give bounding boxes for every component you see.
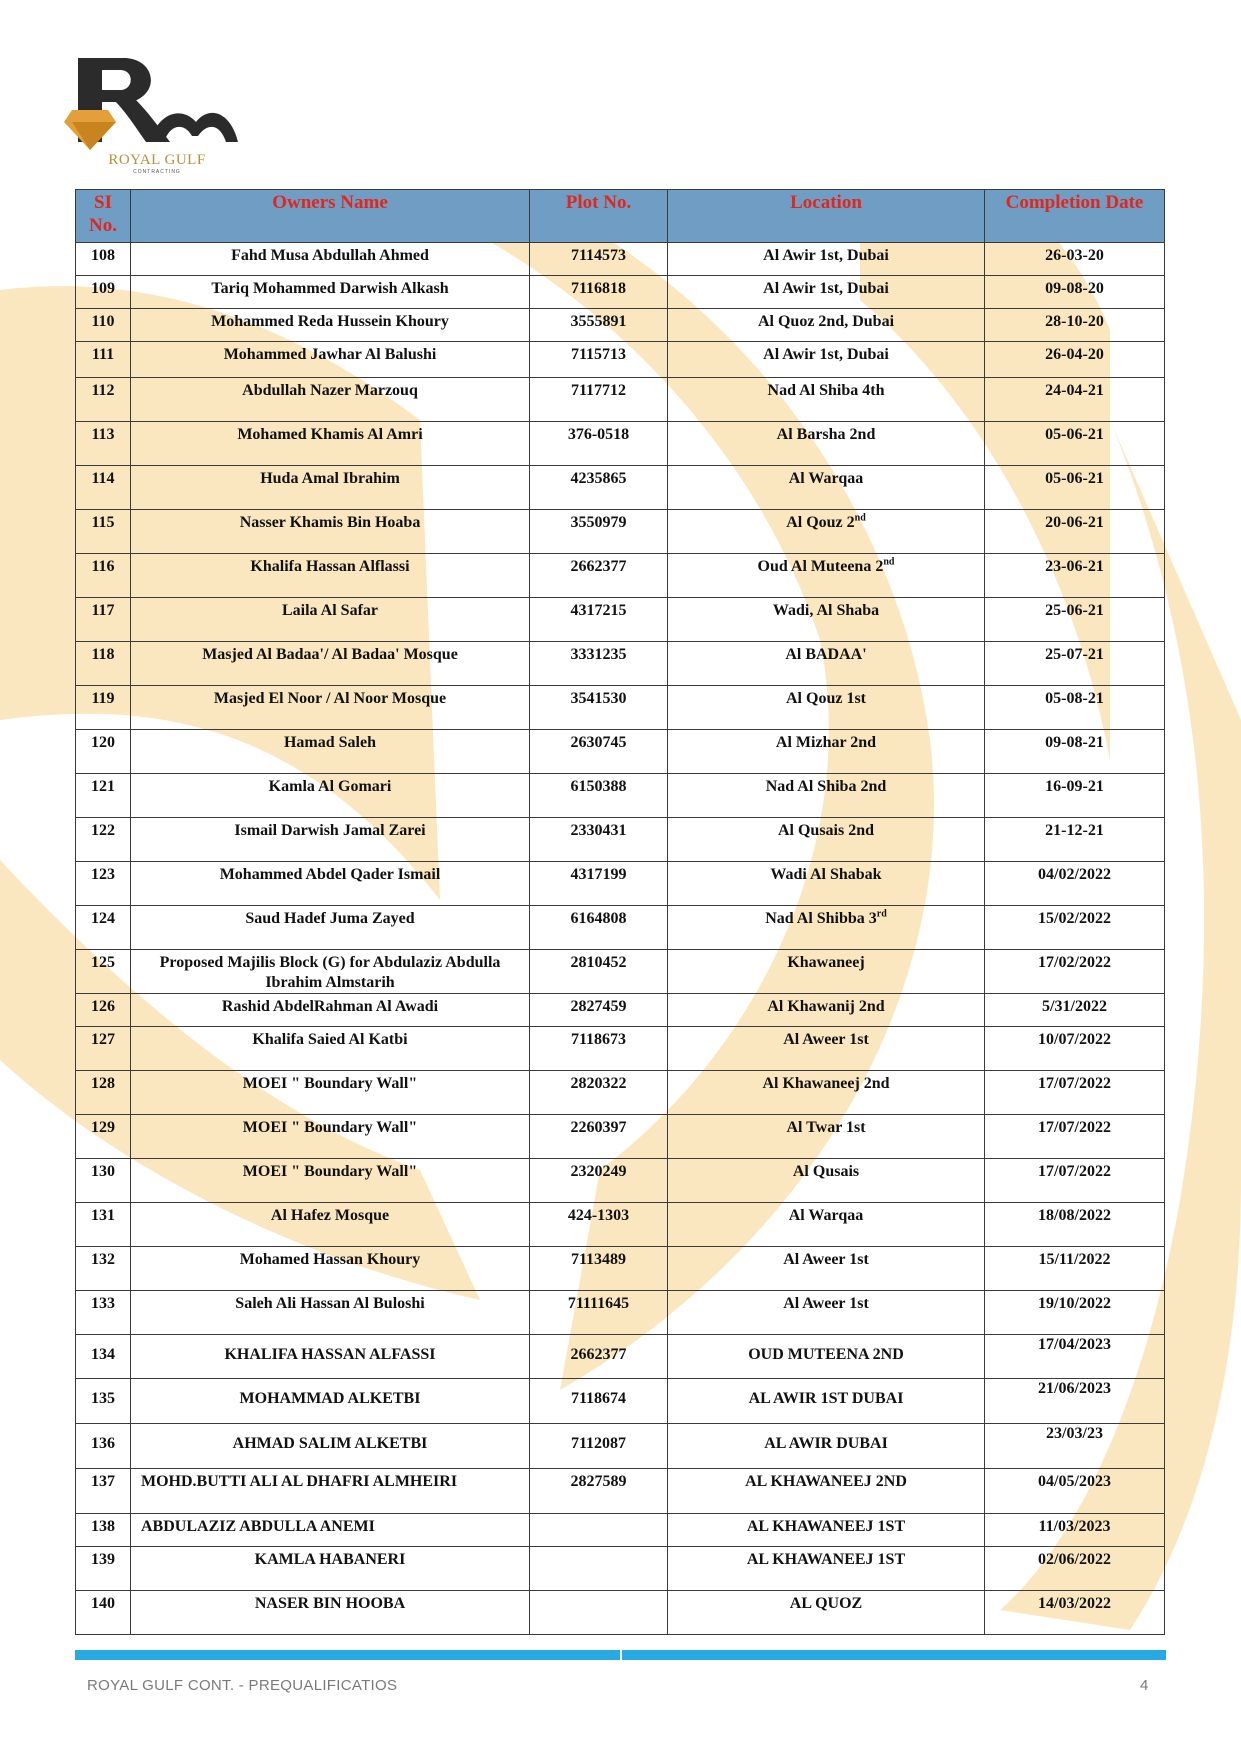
table-row <box>76 1591 1165 1635</box>
cell-plot-no: 7112087 <box>530 1424 668 1469</box>
cell-si-no: 128 <box>76 1071 131 1115</box>
cell-completion-date: 5/31/2022 <box>985 994 1165 1027</box>
cell-si-no: 114 <box>76 466 131 510</box>
cell-plot-no: 6150388 <box>530 774 668 818</box>
cell-completion-date: 17/07/2022 <box>985 1159 1165 1203</box>
cell-plot-no: 3331235 <box>530 642 668 686</box>
cell-owner-name: KAMLA HABANERI <box>131 1547 530 1591</box>
cell-location: AL AWIR DUBAI <box>668 1424 985 1469</box>
table-row <box>76 1379 1165 1424</box>
cell-location: Al Qusais 2nd <box>668 818 985 862</box>
cell-plot-no: 2662377 <box>530 1335 668 1379</box>
cell-owner-name: NASER BIN HOOBA <box>131 1591 530 1635</box>
cell-si-no: 131 <box>76 1203 131 1247</box>
cell-plot-no <box>530 1591 668 1635</box>
table-row <box>76 1424 1165 1469</box>
table-row <box>76 642 1165 686</box>
logo-subtitle: CONTRACTING <box>133 169 181 175</box>
cell-owner-name: Mohamed Khamis Al Amri <box>131 422 530 466</box>
cell-completion-date: 23-06-21 <box>985 554 1165 598</box>
cell-owner-name: Kamla Al Gomari <box>131 774 530 818</box>
cell-owner-name: Mohamed Hassan Khoury <box>131 1247 530 1291</box>
cell-location: Al Khawaneej 2nd <box>668 1071 985 1115</box>
table-row <box>76 378 1165 422</box>
cell-plot-no: 71111645 <box>530 1291 668 1335</box>
cell-location: Al Qouz 1st <box>668 686 985 730</box>
cell-owner-name: Mohammed Reda Hussein Khoury <box>131 309 530 342</box>
cell-owner-name: Mohammed Abdel Qader Ismail <box>131 862 530 906</box>
cell-location: Al Awir 1st, Dubai <box>668 342 985 378</box>
cell-si-no: 129 <box>76 1115 131 1159</box>
table-row <box>76 1547 1165 1591</box>
cell-location: Al Awir 1st, Dubai <box>668 243 985 276</box>
cell-si-no: 130 <box>76 1159 131 1203</box>
cell-si-no: 134 <box>76 1335 131 1379</box>
table-row <box>76 1159 1165 1203</box>
cell-plot-no: 2320249 <box>530 1159 668 1203</box>
cell-owner-name: Khalifa Saied Al Katbi <box>131 1027 530 1071</box>
cell-plot-no: 2810452 <box>530 950 668 994</box>
cell-completion-date: 11/03/2023 <box>985 1514 1165 1547</box>
cell-plot-no: 4317199 <box>530 862 668 906</box>
cell-location: Al Aweer 1st <box>668 1291 985 1335</box>
cell-completion-date: 25-07-21 <box>985 642 1165 686</box>
header-owners-name: Owners Name <box>131 190 530 243</box>
table-row <box>76 1203 1165 1247</box>
cell-plot-no: 7113489 <box>530 1247 668 1291</box>
cell-completion-date: 05-06-21 <box>985 466 1165 510</box>
cell-plot-no: 2662377 <box>530 554 668 598</box>
cell-owner-name: ABDULAZIZ ABDULLA ANEMI <box>131 1514 530 1547</box>
logo-brand-name: ROYAL GULF <box>108 152 206 168</box>
cell-plot-no: 2330431 <box>530 818 668 862</box>
cell-plot-no: 7118673 <box>530 1027 668 1071</box>
cell-owner-name: Huda Amal Ibrahim <box>131 466 530 510</box>
table-row <box>76 342 1165 378</box>
cell-si-no: 110 <box>76 309 131 342</box>
cell-owner-name: Mohammed Jawhar Al Balushi <box>131 342 530 378</box>
cell-location: OUD MUTEENA 2ND <box>668 1335 985 1379</box>
table-row <box>76 730 1165 774</box>
ordinal-suffix: nd <box>854 512 866 524</box>
cell-owner-name: MOEI " Boundary Wall" <box>131 1159 530 1203</box>
table-row <box>76 309 1165 342</box>
cell-location: AL KHAWANEEJ 1ST <box>668 1547 985 1591</box>
cell-location: Al Mizhar 2nd <box>668 730 985 774</box>
cell-location: Al Barsha 2nd <box>668 422 985 466</box>
cell-si-no: 116 <box>76 554 131 598</box>
cell-plot-no: 2630745 <box>530 730 668 774</box>
table-row <box>76 554 1165 598</box>
cell-owner-name: Tariq Mohammed Darwish Alkash <box>131 276 530 309</box>
cell-location: AL KHAWANEEJ 2ND <box>668 1469 985 1514</box>
cell-si-no: 132 <box>76 1247 131 1291</box>
cell-plot-no: 7118674 <box>530 1379 668 1424</box>
cell-plot-no <box>530 1514 668 1547</box>
cell-plot-no: 7114573 <box>530 243 668 276</box>
cell-location: Al Quoz 2nd, Dubai <box>668 309 985 342</box>
cell-plot-no: 7117712 <box>530 378 668 422</box>
cell-completion-date: 14/03/2022 <box>985 1591 1165 1635</box>
cell-completion-date: 05-08-21 <box>985 686 1165 730</box>
cell-completion-date: 25-06-21 <box>985 598 1165 642</box>
cell-location: AL AWIR 1ST DUBAI <box>668 1379 985 1424</box>
header-location: Location <box>668 190 985 243</box>
table-row <box>76 466 1165 510</box>
table-row <box>76 598 1165 642</box>
cell-si-no: 133 <box>76 1291 131 1335</box>
cell-location: Al Khawanij 2nd <box>668 994 985 1027</box>
table-row <box>76 510 1165 554</box>
cell-si-no: 109 <box>76 276 131 309</box>
page-number: 4 <box>1140 1677 1149 1694</box>
cell-si-no: 115 <box>76 510 131 554</box>
cell-owner-name: MOEI " Boundary Wall" <box>131 1115 530 1159</box>
ordinal-suffix: rd <box>876 908 887 920</box>
cell-location: Nad Al Shiba 2nd <box>668 774 985 818</box>
table-row <box>76 686 1165 730</box>
cell-plot-no: 3555891 <box>530 309 668 342</box>
cell-owner-name: Masjed Al Badaa'/ Al Badaa' Mosque <box>131 642 530 686</box>
cell-plot-no: 2260397 <box>530 1115 668 1159</box>
completed-projects-table <box>75 189 1165 1635</box>
cell-owner-name: Saud Hadef Juma Zayed <box>131 906 530 950</box>
cell-si-no: 125 <box>76 950 131 994</box>
cell-owner-name: AHMAD SALIM ALKETBI <box>131 1424 530 1469</box>
cell-owner-name: Nasser Khamis Bin Hoaba <box>131 510 530 554</box>
table-row <box>76 1291 1165 1335</box>
cell-completion-date: 24-04-21 <box>985 378 1165 422</box>
cell-completion-date: 17/07/2022 <box>985 1071 1165 1115</box>
cell-si-no: 119 <box>76 686 131 730</box>
cell-completion-date: 23/03/23 <box>985 1424 1165 1469</box>
table-row <box>76 1335 1165 1379</box>
cell-owner-name: MOEI " Boundary Wall" <box>131 1071 530 1115</box>
table-row <box>76 276 1165 309</box>
cell-completion-date: 09-08-21 <box>985 730 1165 774</box>
table-row <box>76 774 1165 818</box>
table-row <box>76 1247 1165 1291</box>
cell-completion-date: 20-06-21 <box>985 510 1165 554</box>
cell-location: Al Aweer 1st <box>668 1247 985 1291</box>
cell-si-no: 117 <box>76 598 131 642</box>
table-row <box>76 994 1165 1027</box>
cell-completion-date: 17/07/2022 <box>985 1115 1165 1159</box>
cell-si-no: 140 <box>76 1591 131 1635</box>
cell-completion-date: 17/02/2022 <box>985 950 1165 994</box>
cell-si-no: 137 <box>76 1469 131 1514</box>
cell-completion-date: 21-12-21 <box>985 818 1165 862</box>
cell-si-no: 111 <box>76 342 131 378</box>
cell-si-no: 138 <box>76 1514 131 1547</box>
cell-completion-date: 28-10-20 <box>985 309 1165 342</box>
cell-completion-date: 21/06/2023 <box>985 1379 1165 1424</box>
footer-title: ROYAL GULF CONT. - PREQUALIFICATIOS <box>87 1677 398 1694</box>
cell-owner-name: Proposed Majilis Block (G) for Abdulaziz Abdulla Ibrahim Almstarih <box>131 950 530 994</box>
cell-owner-name: Ismail Darwish Jamal Zarei <box>131 818 530 862</box>
table-row <box>76 818 1165 862</box>
cell-si-no: 118 <box>76 642 131 686</box>
cell-plot-no: 424-1303 <box>530 1203 668 1247</box>
footer-divider <box>75 1650 1166 1660</box>
cell-si-no: 127 <box>76 1027 131 1071</box>
company-logo <box>62 52 252 180</box>
cell-si-no: 139 <box>76 1547 131 1591</box>
cell-location: Nad Al Shibba 3rd <box>668 906 985 950</box>
cell-owner-name: Al Hafez Mosque <box>131 1203 530 1247</box>
cell-completion-date: 19/10/2022 <box>985 1291 1165 1335</box>
cell-completion-date: 15/02/2022 <box>985 906 1165 950</box>
cell-location: AL QUOZ <box>668 1591 985 1635</box>
cell-completion-date: 09-08-20 <box>985 276 1165 309</box>
cell-plot-no: 2820322 <box>530 1071 668 1115</box>
cell-completion-date: 04/05/2023 <box>985 1469 1165 1514</box>
cell-location: Al BADAA' <box>668 642 985 686</box>
cell-plot-no: 2827459 <box>530 994 668 1027</box>
header-si-no: SI No. <box>76 190 131 243</box>
table-row <box>76 1469 1165 1514</box>
cell-location: Al Awir 1st, Dubai <box>668 276 985 309</box>
cell-location: Al Aweer 1st <box>668 1027 985 1071</box>
cell-si-no: 122 <box>76 818 131 862</box>
cell-owner-name: KHALIFA HASSAN ALFASSI <box>131 1335 530 1379</box>
cell-plot-no: 3550979 <box>530 510 668 554</box>
cell-location: Al Qusais <box>668 1159 985 1203</box>
cell-si-no: 136 <box>76 1424 131 1469</box>
cell-si-no: 123 <box>76 862 131 906</box>
cell-location: Wadi Al Shabak <box>668 862 985 906</box>
ordinal-suffix: nd <box>883 556 895 568</box>
cell-completion-date: 17/04/2023 <box>985 1335 1165 1379</box>
table-row <box>76 422 1165 466</box>
cell-owner-name: Masjed El Noor / Al Noor Mosque <box>131 686 530 730</box>
table-row <box>76 243 1165 276</box>
cell-owner-name: Abdullah Nazer Marzouq <box>131 378 530 422</box>
cell-completion-date: 04/02/2022 <box>985 862 1165 906</box>
cell-plot-no <box>530 1547 668 1591</box>
cell-si-no: 124 <box>76 906 131 950</box>
cell-si-no: 113 <box>76 422 131 466</box>
cell-si-no: 121 <box>76 774 131 818</box>
header-plot-no: Plot No. <box>530 190 668 243</box>
cell-location: Al Qouz 2nd <box>668 510 985 554</box>
table-header-row <box>76 190 1165 243</box>
cell-location: Al Warqaa <box>668 1203 985 1247</box>
cell-completion-date: 15/11/2022 <box>985 1247 1165 1291</box>
cell-si-no: 112 <box>76 378 131 422</box>
cell-location: Al Twar 1st <box>668 1115 985 1159</box>
cell-owner-name: Saleh Ali Hassan Al Buloshi <box>131 1291 530 1335</box>
cell-location: Oud Al Muteena 2nd <box>668 554 985 598</box>
cell-plot-no: 4235865 <box>530 466 668 510</box>
cell-si-no: 126 <box>76 994 131 1027</box>
cell-si-no: 108 <box>76 243 131 276</box>
cell-plot-no: 4317215 <box>530 598 668 642</box>
cell-completion-date: 26-03-20 <box>985 243 1165 276</box>
cell-owner-name: Khalifa Hassan Alflassi <box>131 554 530 598</box>
cell-completion-date: 18/08/2022 <box>985 1203 1165 1247</box>
cell-plot-no: 2827589 <box>530 1469 668 1514</box>
cell-plot-no: 6164808 <box>530 906 668 950</box>
cell-plot-no: 376-0518 <box>530 422 668 466</box>
cell-plot-no: 3541530 <box>530 686 668 730</box>
cell-location: Khawaneej <box>668 950 985 994</box>
cell-owner-name: Rashid AbdelRahman Al Awadi <box>131 994 530 1027</box>
table-row <box>76 862 1165 906</box>
cell-owner-name: Fahd Musa Abdullah Ahmed <box>131 243 530 276</box>
cell-si-no: 120 <box>76 730 131 774</box>
table-row <box>76 1514 1165 1547</box>
table-body <box>76 243 1165 1635</box>
cell-completion-date: 05-06-21 <box>985 422 1165 466</box>
cell-location: Al Warqaa <box>668 466 985 510</box>
cell-owner-name: Laila Al Safar <box>131 598 530 642</box>
table-row <box>76 1071 1165 1115</box>
cell-completion-date: 10/07/2022 <box>985 1027 1165 1071</box>
table-row <box>76 1115 1165 1159</box>
table-row <box>76 950 1165 994</box>
cell-owner-name: MOHAMMAD ALKETBI <box>131 1379 530 1424</box>
table-row <box>76 906 1165 950</box>
cell-owner-name: Hamad Saleh <box>131 730 530 774</box>
header-completion-date: Completion Date <box>985 190 1165 243</box>
cell-plot-no: 7115713 <box>530 342 668 378</box>
cell-si-no: 135 <box>76 1379 131 1424</box>
cell-location: Nad Al Shiba 4th <box>668 378 985 422</box>
cell-location: Wadi, Al Shaba <box>668 598 985 642</box>
cell-plot-no: 7116818 <box>530 276 668 309</box>
cell-location: AL KHAWANEEJ 1ST <box>668 1514 985 1547</box>
cell-owner-name: MOHD.BUTTI ALI AL DHAFRI ALMHEIRI <box>131 1469 530 1514</box>
table-row <box>76 1027 1165 1071</box>
cell-completion-date: 02/06/2022 <box>985 1547 1165 1591</box>
cell-completion-date: 16-09-21 <box>985 774 1165 818</box>
cell-completion-date: 26-04-20 <box>985 342 1165 378</box>
